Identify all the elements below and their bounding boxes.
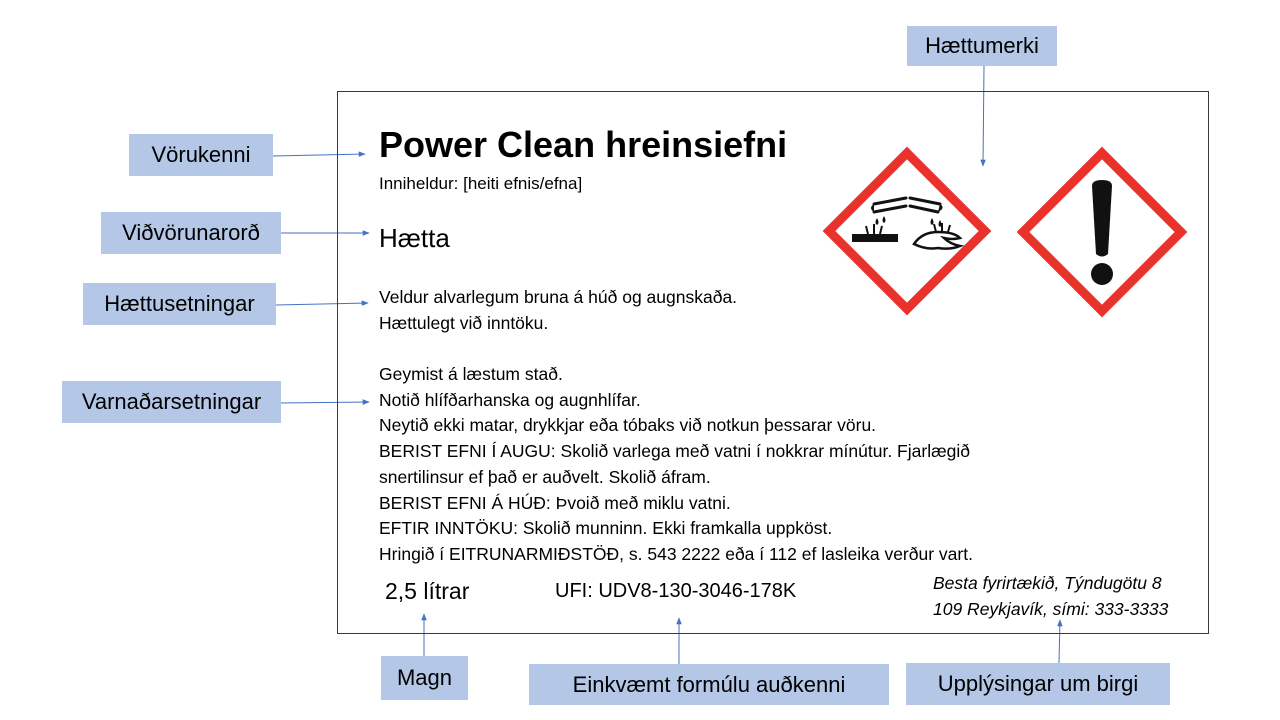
precautionary-statement: BERIST EFNI Á HÚÐ: Þvoið með miklu vatni. (379, 492, 731, 513)
precautionary-statement: snertilinsur ef það er auðvelt. Skolið áfram. (379, 466, 711, 487)
precautionary-statement: Hringið í EITRUNARMIÐSTÖÐ, s. 543 2222 eða í 112 ef lasleika verður vart. (379, 543, 973, 564)
callout-hazard-statements: Hættusetningar (83, 283, 276, 325)
supplier-line: 109 Reykjavík, sími: 333-3333 (933, 599, 1169, 619)
precautionary-statement: BERIST EFNI Í AUGU: Skolið varlega með vatni í nokkrar mínútur. Fjarlægið (379, 441, 971, 462)
precautionary-statement: Notið hlífðarhanska og augnhlífar. (379, 389, 641, 410)
precautionary-statement: Neytið ekki matar, drykkjar eða tóbaks við notkun þessarar vöru. (379, 415, 877, 436)
precautionary-statement: EFTIR INNTÖKU: Skolið munninn. Ekki framkalla uppköst. (379, 518, 833, 539)
callout-quantity: Magn (381, 656, 468, 700)
signal-word: Hætta (379, 223, 450, 253)
callout-signal-word: Viðvörunarorð (101, 212, 281, 254)
hazard-statement: Veldur alvarlegum bruna á húð og augnskaða. (379, 287, 738, 307)
hazard-statements (379, 285, 737, 336)
precautionary-statement: Geymist á læstum stað. (379, 364, 563, 384)
callout-product-identifier: Vörukenni (129, 134, 273, 176)
callout-precautionary-statements: Varnaðarsetningar (62, 381, 281, 423)
supplier-line: Besta fyrirtækið, Týndugötu 8 (933, 573, 1162, 593)
exclamation-mark-icon (1016, 146, 1188, 318)
contains-line: Inniheldur: [heiti efnis/efna] (379, 174, 583, 193)
quantity: 2,5 lítrar (385, 578, 470, 604)
callout-hazard-pictograms: Hættumerki (907, 26, 1057, 66)
ufi-code: UFI: UDV8-130-3046-178K (555, 580, 797, 602)
callout-ufi: Einkvæmt formúlu auðkenni (529, 664, 889, 705)
product-name: Power Clean hreinsiefni (379, 124, 788, 165)
hazard-statement: Hættulegt við inntöku. (379, 312, 549, 333)
callout-supplier: Upplýsingar um birgi (906, 663, 1170, 705)
precautionary-statements (379, 362, 973, 568)
corrosion-icon (822, 146, 992, 316)
supplier-info (933, 570, 1168, 622)
